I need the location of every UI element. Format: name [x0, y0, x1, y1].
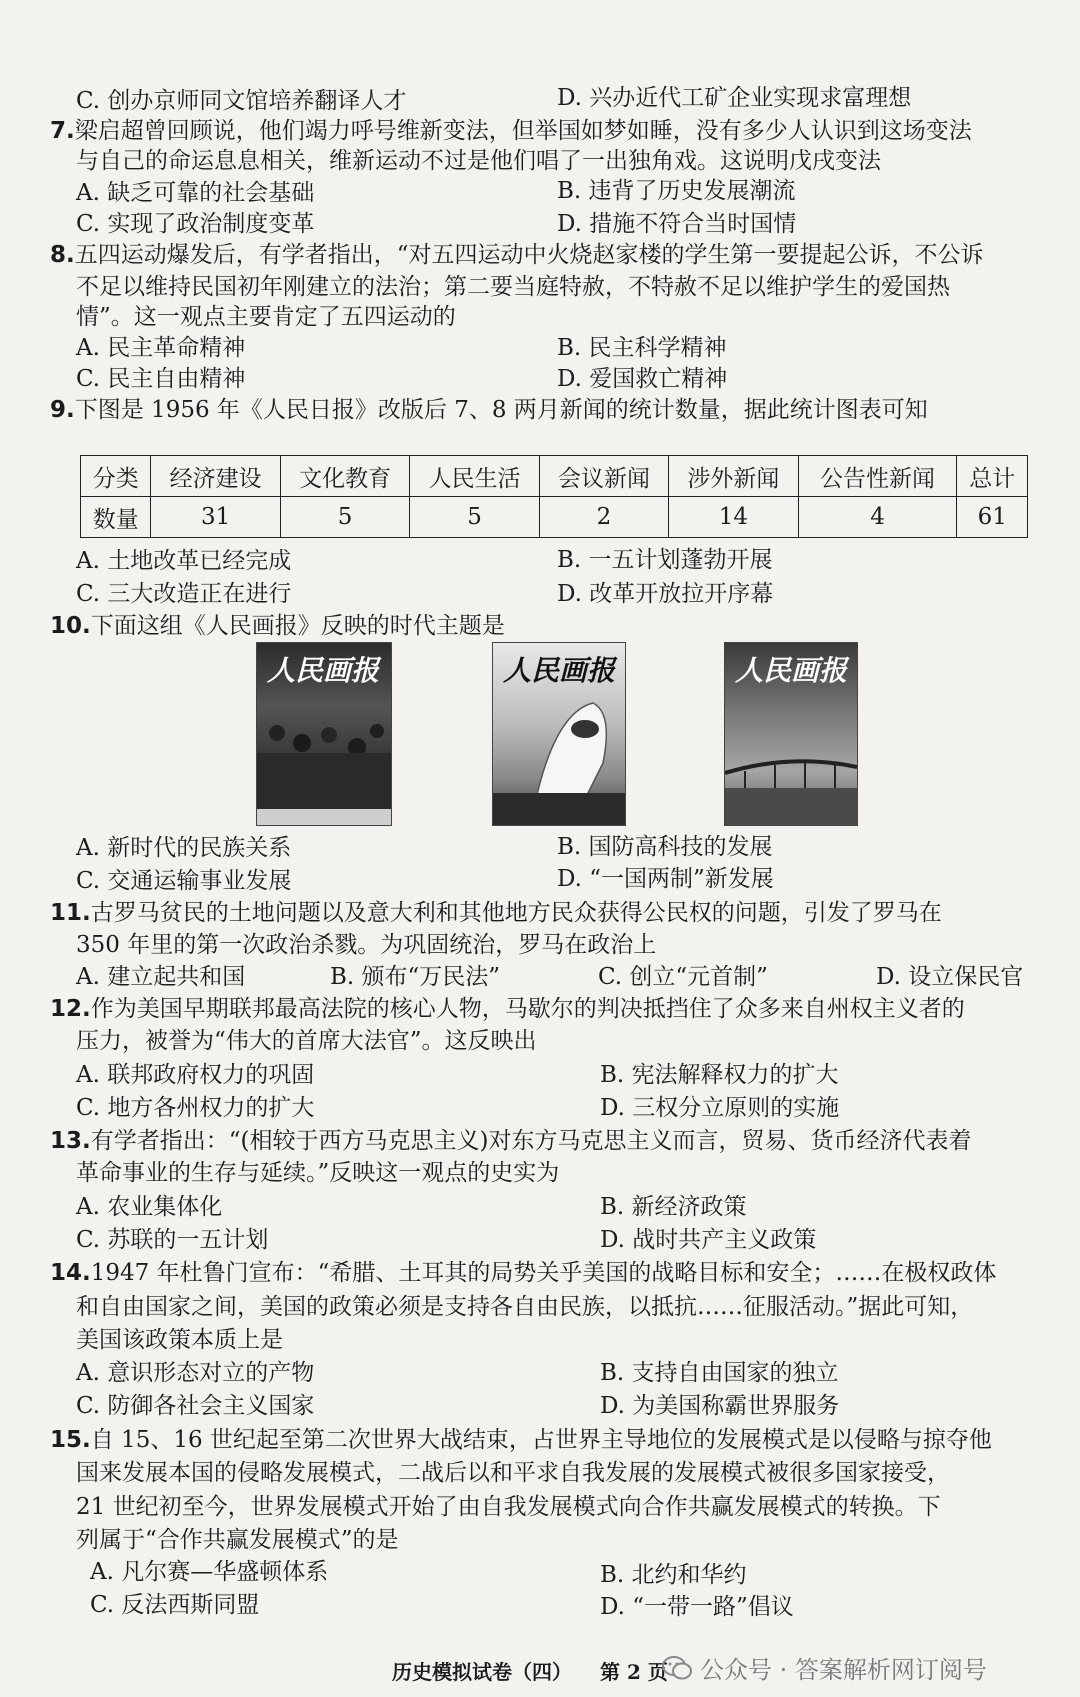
q7-number: 7. — [50, 118, 75, 144]
table-cell: 2 — [539, 497, 668, 538]
q12-number: 12. — [50, 996, 91, 1022]
table-cell: 14 — [669, 497, 798, 538]
q13-option-c: C. 苏联的一五计划 — [76, 1227, 269, 1253]
q11-option-d: D. 设立保民官 — [876, 964, 1024, 990]
q12-option-c: C. 地方各州权力的扩大 — [76, 1095, 315, 1121]
table-cell: 分类 — [81, 456, 151, 497]
footer-title: 历史模拟试卷（四） — [392, 1660, 572, 1684]
q8-option-b: B. 民主科学精神 — [557, 335, 727, 361]
q12-stem-line1 — [50, 994, 965, 1024]
q15-option-d: D. “一带一路”倡议 — [600, 1594, 794, 1620]
footer-page-number: 第 2 页 — [600, 1660, 668, 1684]
watermark-text: 公众号 · 答案解析网订阅号 — [700, 1656, 987, 1684]
q11-stem-line1 — [50, 898, 942, 928]
q13-option-a: A. 农业集体化 — [76, 1194, 223, 1220]
table-cell: 5 — [280, 497, 409, 538]
q7-option-d: D. 措施不符合当时国情 — [557, 211, 797, 237]
table-cell: 总计 — [957, 456, 1028, 497]
q10-text1: 下面这组《人民画报》反映的时代主题是 — [90, 613, 505, 639]
q11-number: 11. — [50, 900, 91, 926]
q8-text1: 五四运动爆发后，有学者指出，“对五四运动中火烧赵家楼的学生第一要提起公诉，不公诉 — [74, 242, 984, 268]
q13-text1: 有学者指出：“(相较于西方马克思主义)对东方马克思主义而言，贸易、货币经济代表着 — [90, 1128, 972, 1154]
q8-stem-line2: 不足以维持民国初年刚建立的法治；第二要当庭特赦，不特赦不足以维护学生的爱国热 — [76, 274, 950, 300]
magazine-cover-3 — [724, 642, 858, 826]
q8-stem-line3: 情”。这一观点主要肯定了五四运动的 — [76, 304, 456, 330]
q11-option-c: C. 创立“元首制” — [598, 964, 768, 990]
table-cell: 文化教育 — [280, 456, 409, 497]
q12-option-d: D. 三权分立原则的实施 — [600, 1095, 840, 1121]
cover-masthead: 人民画报 — [503, 654, 616, 687]
table-row — [81, 497, 1028, 538]
q8-option-c: C. 民主自由精神 — [76, 366, 246, 392]
q9-number: 9. — [50, 397, 75, 423]
q14-stem-line1 — [50, 1258, 996, 1288]
q8-stem-line1 — [50, 240, 984, 270]
table-cell: 31 — [151, 497, 280, 538]
table-cell: 会议新闻 — [539, 456, 668, 497]
table-cell: 4 — [798, 497, 957, 538]
q10-stem-line1 — [50, 611, 505, 641]
q6-option-d: D. 兴办近代工矿企业实现求富理想 — [557, 85, 912, 111]
q13-option-d: D. 战时共产主义政策 — [600, 1227, 817, 1253]
q11-option-a: A. 建立起共和国 — [76, 964, 246, 990]
q9-text1: 下图是 1956 年《人民日报》改版后 7、8 两月新闻的统计数量，据此统计图表可知 — [74, 397, 928, 423]
q14-stem-line3: 美国该政策本质上是 — [76, 1327, 283, 1353]
bridge-illustration — [725, 643, 857, 825]
q15-number: 15. — [50, 1427, 91, 1453]
q9-option-a: A. 土地改革已经完成 — [76, 548, 292, 574]
table-cell: 人民生活 — [410, 456, 539, 497]
q13-stem-line1 — [50, 1126, 971, 1156]
q15-option-a: A. 凡尔赛—华盛顿体系 — [90, 1559, 329, 1585]
q15-stem-line3: 21 世纪初至今，世界发展模式开始了由自我发展模式向合作共赢发展模式的转换。下 — [76, 1494, 941, 1520]
q11-text1: 古罗马贫民的土地问题以及意大利和其他地方民众获得公民权的问题，引发了罗马在 — [90, 900, 942, 926]
magazine-covers — [0, 642, 1080, 824]
q7-option-c: C. 实现了政治制度变革 — [76, 211, 315, 237]
q13-stem-line2: 革命事业的生存与延续。”反映这一观点的史实为 — [76, 1160, 560, 1186]
q9-option-c: C. 三大改造正在进行 — [76, 581, 292, 607]
q15-text1: 自 15、16 世纪起至第二次世界大战结束，占世界主导地位的发展模式是以侵略与掠夺他 — [90, 1427, 992, 1453]
train-illustration — [493, 643, 625, 825]
q14-option-d: D. 为美国称霸世界服务 — [600, 1393, 840, 1419]
q7-text1: 梁启超曾回顾说，他们竭力呼号维新变法，但举国如梦如睡，没有多少人认识到这场变法 — [74, 118, 972, 144]
table-cell: 数量 — [81, 497, 151, 538]
q7-option-a: A. 缺乏可靠的社会基础 — [76, 180, 315, 206]
q12-text1: 作为美国早期联邦最高法院的核心人物，马歇尔的判决抵挡住了众多来自州权主义者的 — [90, 996, 965, 1022]
q15-option-b: B. 北约和华约 — [600, 1562, 747, 1588]
q10-option-a: A. 新时代的民族关系 — [76, 835, 292, 861]
cover-masthead: 人民画报 — [267, 654, 380, 687]
news-stats-table — [80, 455, 1028, 538]
table-header-row — [81, 456, 1028, 497]
crowd-illustration — [257, 643, 391, 825]
q9-option-d: D. 改革开放拉开序幕 — [557, 581, 774, 607]
q8-option-d: D. 爱国救亡精神 — [557, 366, 728, 392]
magazine-cover-2 — [492, 642, 626, 826]
q14-text1: 1947 年杜鲁门宣布：“希腊、土耳其的局势关乎美国的战略目标和安全；……在极权政体 — [90, 1260, 997, 1286]
q9-stem-line1 — [50, 395, 928, 425]
q12-option-b: B. 宪法解释权力的扩大 — [600, 1062, 839, 1088]
table-cell: 5 — [410, 497, 539, 538]
q14-option-a: A. 意识形态对立的产物 — [76, 1360, 315, 1386]
table-cell: 经济建设 — [151, 456, 280, 497]
table-cell: 公告性新闻 — [798, 456, 957, 497]
q12-option-a: A. 联邦政府权力的巩固 — [76, 1062, 315, 1088]
q7-option-b: B. 违背了历史发展潮流 — [557, 178, 796, 204]
q9-option-b: B. 一五计划蓬勃开展 — [557, 547, 773, 573]
q12-stem-line2: 压力，被誉为“伟大的首席大法官”。这反映出 — [76, 1028, 537, 1054]
q15-stem-line4: 列属于“合作共赢发展模式”的是 — [76, 1527, 399, 1553]
q10-option-b: B. 国防高科技的发展 — [557, 834, 773, 860]
q15-option-c: C. 反法西斯同盟 — [90, 1592, 260, 1618]
q10-option-c: C. 交通运输事业发展 — [76, 868, 292, 894]
q7-stem-line2: 与自己的命运息息相关，维新运动不过是他们唱了一出独角戏。这说明戊戌变法 — [76, 148, 881, 174]
q10-number: 10. — [50, 613, 91, 639]
q8-number: 8. — [50, 242, 75, 268]
table-cell: 涉外新闻 — [669, 456, 798, 497]
q13-option-b: B. 新经济政策 — [600, 1194, 747, 1220]
q13-number: 13. — [50, 1128, 91, 1154]
watermark — [662, 1650, 987, 1685]
magazine-cover-1 — [256, 642, 392, 826]
q14-option-c: C. 防御各社会主义国家 — [76, 1393, 315, 1419]
table-cell: 61 — [957, 497, 1028, 538]
q14-option-b: B. 支持自由国家的独立 — [600, 1360, 839, 1386]
q11-stem-line2: 350 年里的第一次政治杀戮。为巩固统治，罗马在政治上 — [76, 932, 657, 958]
q14-stem-line2: 和自由国家之间，美国的政策必须是支持各自由民族，以抵抗……征服活动。”据此可知， — [76, 1294, 974, 1320]
q15-stem-line1 — [50, 1425, 992, 1455]
wechat-icon — [662, 1655, 692, 1681]
q15-stem-line2: 国来发展本国的侵略发展模式，二战后以和平求自我发展的发展模式被很多国家接受， — [76, 1460, 950, 1486]
cover-masthead: 人民画报 — [735, 654, 848, 687]
q10-option-d: D. “一国两制”新发展 — [557, 866, 774, 892]
q14-number: 14. — [50, 1260, 91, 1286]
q6-option-c: C. 创办京师同文馆培养翻译人才 — [76, 88, 407, 114]
q7-stem-line1 — [50, 116, 972, 146]
q8-option-a: A. 民主革命精神 — [76, 335, 246, 361]
q11-option-b: B. 颁布“万民法” — [330, 964, 501, 990]
